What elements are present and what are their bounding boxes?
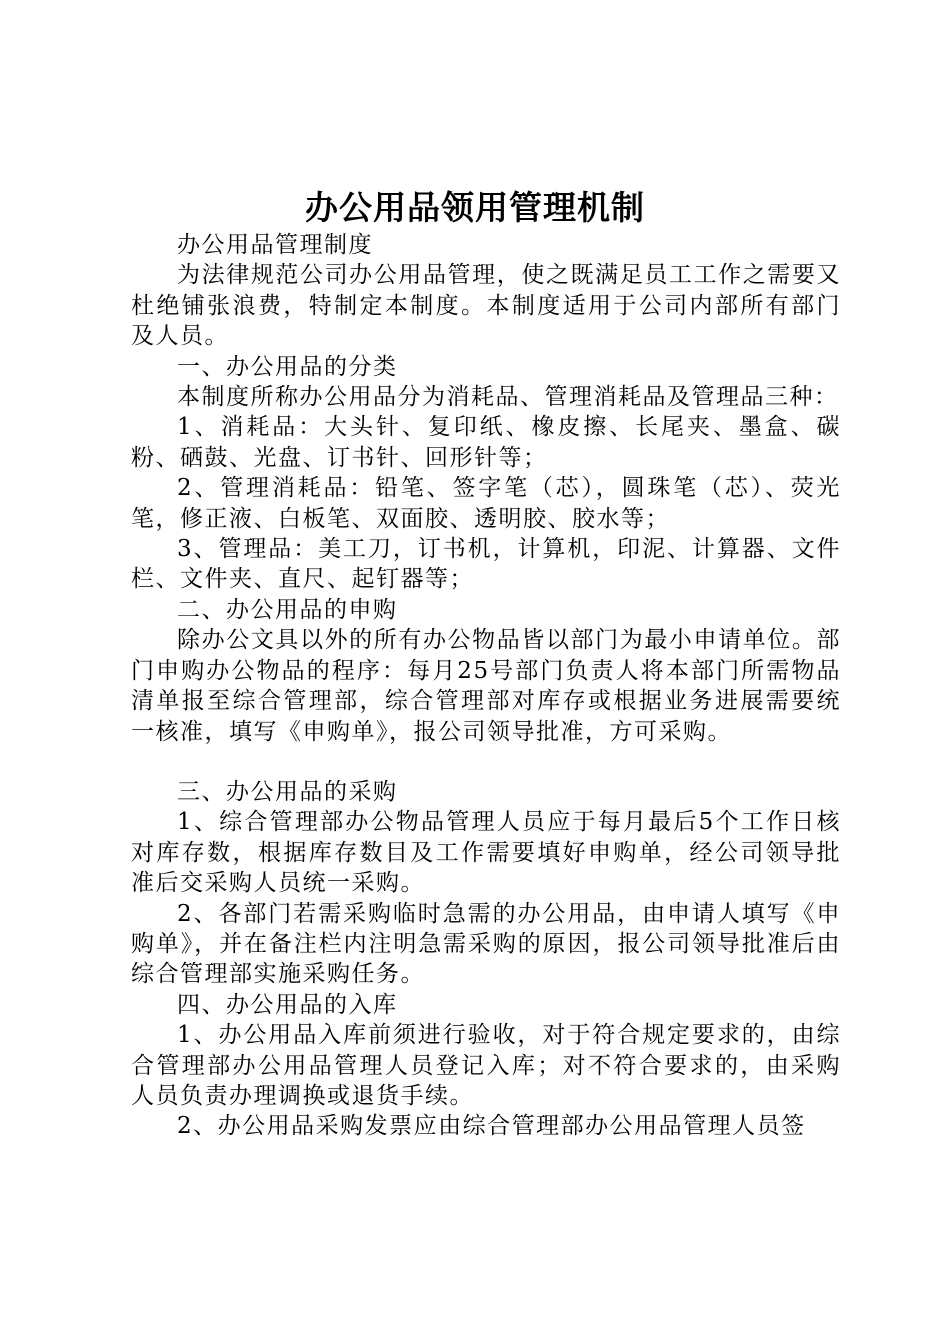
paragraph-purpose: 为法律规范公司办公用品管理，使之既满足员工工作之需要又杜绝铺张浪费，特制定本制度。本制度适用于公司内部所有部门及人员。: [131, 262, 841, 350]
paragraph-managed-consumables: 2、管理消耗品：铅笔、签字笔（芯），圆珠笔（芯）、荧光笔，修正液、白板笔、双面胶、透明胶、胶水等；: [131, 475, 841, 532]
paragraph-warehousing-inspection: 1、办公用品入库前须进行验收，对于符合规定要求的，由综合管理部办公用品管理人员登记入库；对不符合要求的，由采购人员负责办理调换或退货手续。: [131, 1022, 841, 1109]
paragraph-heading-regulation: 办公用品管理制度: [177, 232, 373, 258]
section-heading-classification: 一、办公用品的分类: [177, 353, 398, 380]
paragraph-procurement-monthly: 1、综合管理部办公物品管理人员应于每月最后5个工作日核对库存数，根据库存数目及工作需要填好申购单，经公司领导批准后交采购人员统一采购。: [131, 809, 841, 897]
document-body: [131, 230, 841, 1142]
paragraph-warehousing-invoice: 2、办公用品采购发票应由综合管理部办公用品管理人员签: [177, 1113, 806, 1140]
paragraph-application-process: 除办公文具以外的所有办公物品皆以部门为最小申请单位。部门申购办公物品的程序：每月25号部门负责人将本部门所需物品清单报至综合管理部，综合管理部对库存或根据业务进展需要统一核准，填写《申购单》，报公司领导批准，方可采购。: [131, 627, 841, 745]
paragraph-classification-intro: 本制度所称办公用品分为消耗品、管理消耗品及管理品三种：: [177, 384, 839, 411]
document-title: 办公用品领用管理机制: [305, 188, 645, 227]
paragraph-managed-items: 3、管理品：美工刀，订书机，计算机，印泥、计算器、文件栏、文件夹、直尺、起钉器等；: [131, 536, 841, 593]
section-heading-warehousing: 四、办公用品的入库: [177, 991, 398, 1018]
section-heading-application: 二、办公用品的申购: [177, 596, 398, 623]
paragraph-consumables: 1、消耗品：大头针、复印纸、橡皮擦、长尾夹、墨盒、碳粉、硒鼓、光盘、订书针、回形针等；: [131, 414, 841, 471]
section-heading-procurement: 三、办公用品的采购: [177, 778, 398, 805]
blank-line: [131, 747, 841, 777]
paragraph-procurement-urgent: 2、各部门若需采购临时急需的办公用品，由申请人填写《申购单》，并在备注栏内注明急需采购的原因，报公司领导批准后由综合管理部实施采购任务。: [131, 900, 841, 988]
